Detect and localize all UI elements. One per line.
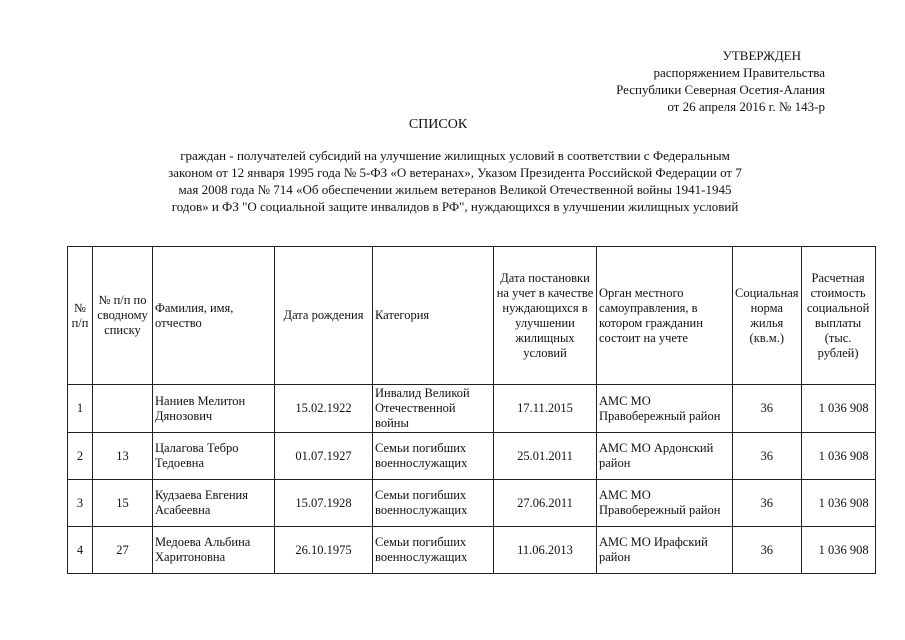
document-title bbox=[0, 117, 905, 133]
cell-fio: Цалагова Тебро Тедоевна bbox=[153, 433, 275, 480]
approval-line-2: Республики Северная Осетия-Алания bbox=[616, 82, 825, 97]
header-norm: Социальная норма жилья (кв.м.) bbox=[733, 247, 802, 385]
table-row bbox=[68, 385, 876, 433]
header-reg-date: Дата постановки на учет в качестве нуждающихся в улучшении жилищных условий bbox=[494, 247, 597, 385]
cell-category: Инвалид Великой Отечественной войны bbox=[373, 385, 494, 433]
cell-num: 3 bbox=[68, 480, 93, 527]
cell-birth: 26.10.1975 bbox=[275, 527, 373, 574]
cell-svod: 27 bbox=[93, 527, 153, 574]
header-fio: Фамилия, имя, отчество bbox=[153, 247, 275, 385]
cell-category: Семьи погибших военнослужащих bbox=[373, 480, 494, 527]
header-num: № п/п bbox=[68, 247, 93, 385]
cell-organ: АМС МО Ардонский район bbox=[597, 433, 733, 480]
cell-cost: 1 036 908 bbox=[801, 433, 875, 480]
cell-reg-date: 11.06.2013 bbox=[494, 527, 597, 574]
cell-reg-date: 27.06.2011 bbox=[494, 480, 597, 527]
document-subtitle bbox=[140, 147, 770, 215]
header-svod: № п/п по сводному списку bbox=[93, 247, 153, 385]
header-birth: Дата рождения bbox=[275, 247, 373, 385]
subtitle-line-1: граждан - получателей субсидий на улучшение жилищных условий в соответствии с Федеральным bbox=[180, 148, 730, 163]
cell-cost: 1 036 908 bbox=[801, 480, 875, 527]
header-category: Категория bbox=[373, 247, 494, 385]
cell-norm: 36 bbox=[733, 385, 802, 433]
cell-organ: АМС МО Ирафский район bbox=[597, 527, 733, 574]
approval-line-3: от 26 апреля 2016 г. № 143-р bbox=[667, 99, 825, 114]
cell-reg-date: 25.01.2011 bbox=[494, 433, 597, 480]
approval-heading: УТВЕРЖДЕН bbox=[722, 48, 801, 63]
cell-fio: Медоева Альбина Харитоновна bbox=[153, 527, 275, 574]
cell-svod: 13 bbox=[93, 433, 153, 480]
cell-fio: Наниев Мелитон Дянозович bbox=[153, 385, 275, 433]
subtitle-line-4: годов» и ФЗ "О социальной защите инвалидов в РФ", нуждающихся в улучшении жилищных условий bbox=[171, 199, 739, 214]
table-row bbox=[68, 433, 876, 480]
cell-category: Семьи погибших военнослужащих bbox=[373, 527, 494, 574]
cell-reg-date: 17.11.2015 bbox=[494, 385, 597, 433]
subtitle-line-3: мая 2008 года № 714 «Об обеспечении жильем ветеранов Великой Отечественной войны 1941-1945 bbox=[178, 182, 732, 197]
cell-num: 2 bbox=[68, 433, 93, 480]
cell-birth: 15.07.1928 bbox=[275, 480, 373, 527]
approval-block bbox=[616, 47, 825, 115]
recipients-table bbox=[67, 246, 876, 574]
subtitle-line-2: законом от 12 января 1995 года № 5-ФЗ «О ветеранах», Указом Президента Российской Федерации от 7 bbox=[168, 165, 742, 180]
cell-num: 4 bbox=[68, 527, 93, 574]
cell-norm: 36 bbox=[733, 480, 802, 527]
cell-num: 1 bbox=[68, 385, 93, 433]
cell-organ: АМС МО Правобережный район bbox=[597, 480, 733, 527]
cell-organ: АМС МО Правобережный район bbox=[597, 385, 733, 433]
cell-svod: 15 bbox=[93, 480, 153, 527]
cell-svod bbox=[93, 385, 153, 433]
header-cost: Расчетная стоимость социальной выплаты (тыс. рублей) bbox=[801, 247, 875, 385]
cell-cost: 1 036 908 bbox=[801, 527, 875, 574]
cell-norm: 36 bbox=[733, 527, 802, 574]
document-title-text: СПИСОК bbox=[408, 117, 468, 132]
table-header-row bbox=[68, 247, 876, 385]
cell-fio: Кудзаева Евгения Асабеевна bbox=[153, 480, 275, 527]
cell-norm: 36 bbox=[733, 433, 802, 480]
header-organ: Орган местного самоуправления, в котором гражданин состоит на учете bbox=[597, 247, 733, 385]
cell-category: Семьи погибших военнослужащих bbox=[373, 433, 494, 480]
table-row bbox=[68, 480, 876, 527]
cell-birth: 15.02.1922 bbox=[275, 385, 373, 433]
cell-birth: 01.07.1927 bbox=[275, 433, 373, 480]
table-row bbox=[68, 527, 876, 574]
approval-line-1: распоряжением Правительства bbox=[653, 65, 825, 80]
cell-cost: 1 036 908 bbox=[801, 385, 875, 433]
